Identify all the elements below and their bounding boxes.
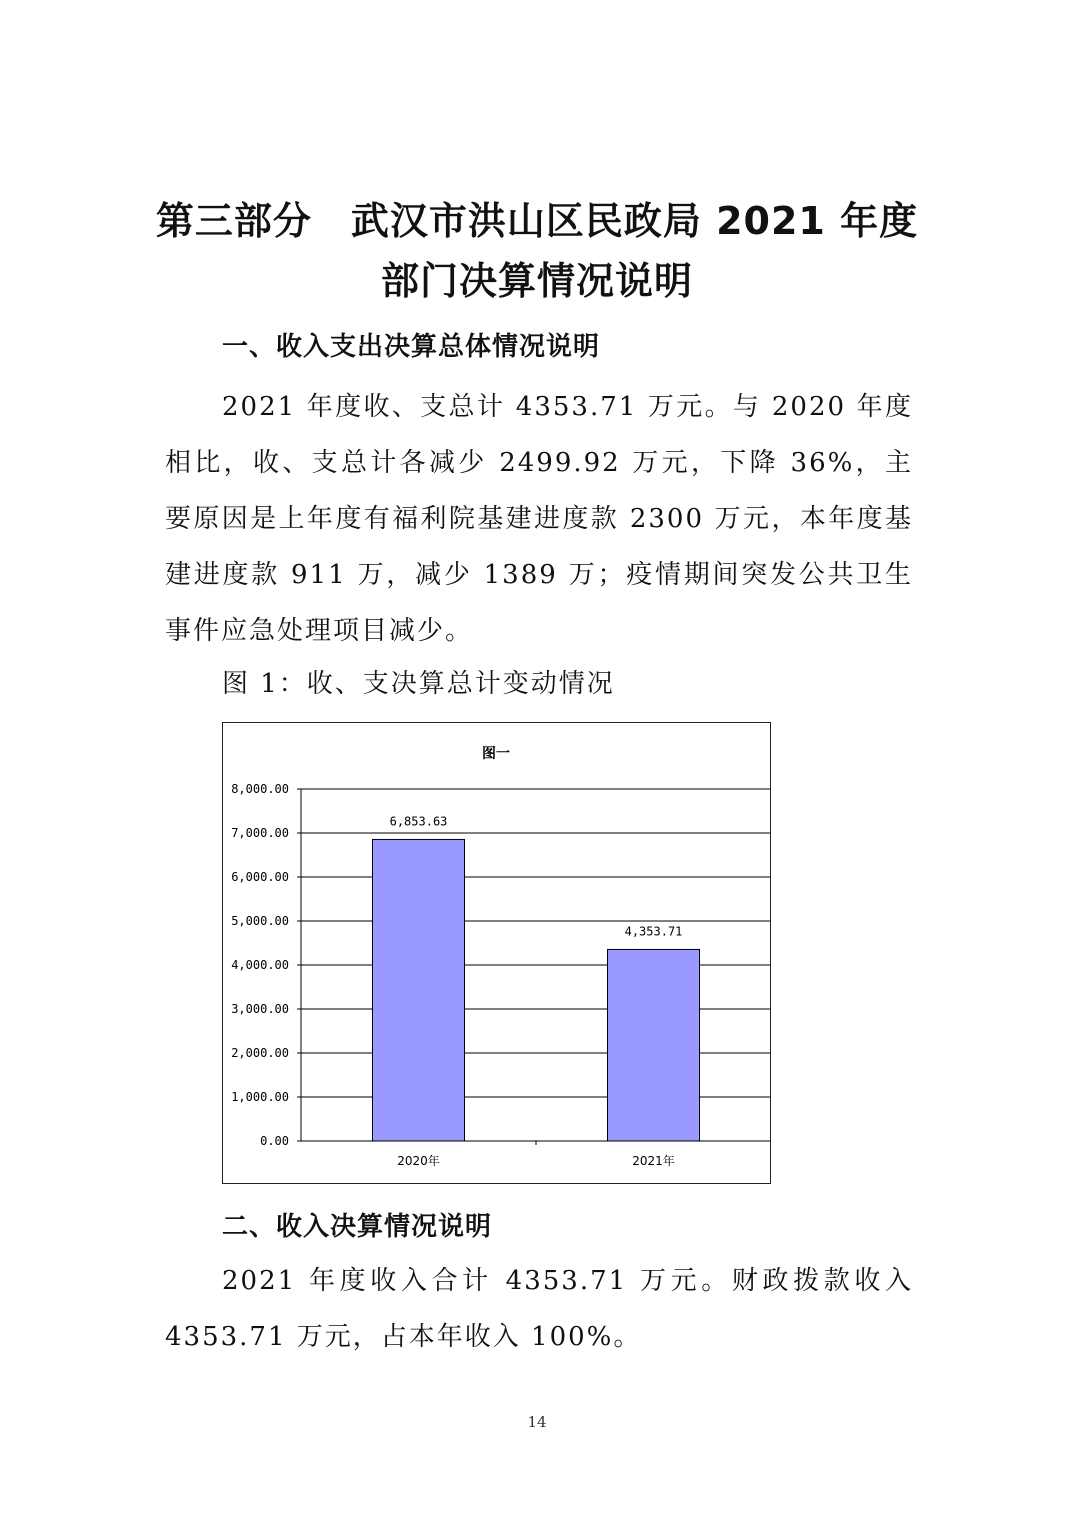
section2-paragraph: 2021 年度收入合计 4353.71 万元。财政拨款收入 4353.71 万元，占本年收入 100%。	[165, 1266, 913, 1352]
data-label: 6,853.63	[389, 814, 448, 829]
bar-chart-svg	[223, 723, 770, 1183]
x-tick-label: 2021年	[632, 1154, 675, 1168]
section2-heading: 二、收入决算情况说明	[222, 1212, 493, 1242]
bar-chart	[222, 722, 771, 1184]
x-tick-label: 2020年	[397, 1154, 440, 1168]
y-tick-label: 6,000.00	[231, 870, 289, 884]
chart-title: 图一	[482, 746, 510, 762]
y-tick-label: 5,000.00	[231, 914, 289, 928]
y-tick-label: 7,000.00	[231, 826, 289, 840]
page-number: 14	[527, 1413, 547, 1431]
section1-heading: 一、收入支出决算总体情况说明	[222, 332, 601, 362]
data-label: 4,353.71	[624, 924, 683, 939]
y-tick-label: 3,000.00	[231, 1002, 289, 1016]
bar-2020年	[373, 839, 465, 1141]
y-tick-label: 4,000.00	[231, 958, 289, 972]
y-tick-label: 2,000.00	[231, 1046, 289, 1060]
y-tick-label: 8,000.00	[231, 782, 289, 796]
section1-paragraph: 2021 年度收、支总计 4353.71 万元。与 2020 年度相比，收、支总计各减少 2499.92 万元，下降 36%，主要原因是上年度有福利院基建进度款 2300 万元，本年度基建进度款 911 万，减少 1389 万；疫情期间突发公共卫生事件应急处理项目减少。	[165, 392, 913, 646]
figure-caption: 图 1：收、支决算总计变动情况	[222, 669, 615, 699]
y-tick-label: 0.00	[260, 1134, 289, 1148]
page-title-line1: 第三部分 武汉市洪山区民政局 2021 年度	[155, 199, 919, 243]
y-tick-label: 1,000.00	[231, 1090, 289, 1104]
bar-2021年	[608, 949, 700, 1141]
page-title-line2: 部门决算情况说明	[380, 259, 693, 303]
